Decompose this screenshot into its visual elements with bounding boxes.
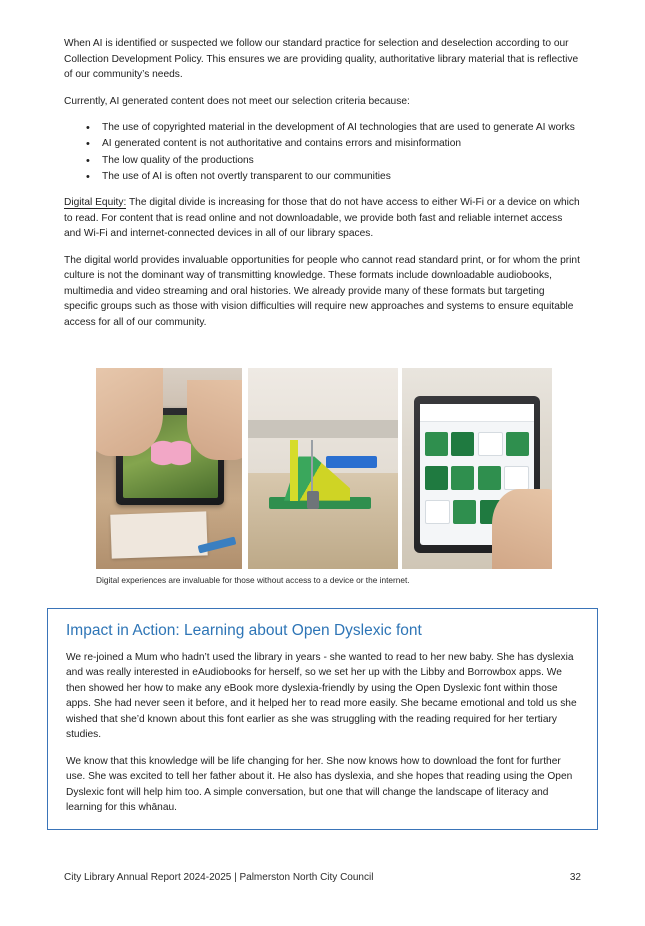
photo-decor-paper [110,511,208,559]
impact-in-action-box [47,608,598,830]
photo-decor-tile [425,466,448,490]
paragraph-digital-equity [64,195,581,242]
photo-decor-tile [504,466,529,490]
photo-decor-tile [425,432,448,456]
impact-box-title: Impact in Action: Learning about Open Dyslexic font [66,622,422,639]
photo-lego-and-tablet [248,368,552,569]
photo-decor-lego-post [290,440,298,500]
paragraph-criteria-intro: Currently, AI generated content does not meet our selection criteria because: [64,95,410,107]
photo-lego-and-tablet-image [248,368,552,569]
list-item: • The use of copyrighted material in the development of AI technologies that are used to generate AI works [102,120,581,135]
photo-tablet-craft [96,368,242,569]
photo-decor-hand-left [96,368,163,456]
photo-decor-hand-right [187,380,242,460]
photo-decor-child-hand [492,489,552,569]
photo-decor-tile-row [425,466,529,490]
impact-box-inner [48,609,597,816]
photo-decor-tile [453,500,476,524]
impact-paragraph-2: We know that this knowledge will be life changing for her. She now knows how to download the font for further use. She was excited to tell her father about it. He also has dyslexia, and she hopes that reading using the Open Dyslexic font will help him too. A simple conversation, but one that will change the landscape of literacy and learning for this whānau. [66,755,573,814]
paragraph-digital-world: The digital world provides invaluable opportunities for people who cannot read standard print, or for whom the print culture is not the dominant way of transmitting knowledge. These formats include downloadable audiobooks, multimedia and video streaming and oral histories. We already provide many of these formats but targeting specific groups such as those with vision difficulties will require new approaches and systems to ensure equitable access for all of our community. [64,254,580,328]
photo-decor-butterfly [151,435,191,475]
image-caption: Digital experiences are invaluable for those without access to a device or the internet. [96,575,410,585]
photo-decor-tile [478,466,501,490]
list-item: • The low quality of the productions [102,153,581,168]
page-number: 32 [569,872,581,883]
list-item: • The use of AI is often not overtly transparent to our communities [102,169,581,184]
page-content [64,36,581,341]
photo-decor-chain [311,440,313,492]
digital-equity-label: Digital Equity: [64,197,127,209]
photo-decor-blue-bar [326,456,377,468]
photo-decor-app-toolbar [420,404,533,422]
list-item: • AI generated content is not authoritative and contains errors and misinformation [102,136,581,151]
photo-decor-tile [478,432,503,456]
photo-child-tablet [402,368,552,569]
impact-paragraph-1: We re-joined a Mum who hadn’t used the library in years - she wanted to read to her new baby. She has dyslexia and was really interested in eAudiobooks for herself, so we set her up with the Libby and Borrowbox apps. We then showed her how to make any eBook more dyslexia-friendly by using the Open Dyslexic font within those apps. She had never seen it before, and it helped her to read more easily. She became emotional and told us she wished that she’d known about this font earlier as she was struggling with the reading required for her tertiary studies. [66,651,577,741]
photo-decor-tile [506,432,529,456]
photo-gallery [96,368,552,569]
photo-tablet-craft-image [96,368,242,569]
photo-decor-tile [451,432,474,456]
photo-decor-weight [307,491,319,509]
criteria-bullet-list [64,120,581,184]
photo-decor-tile-row [425,432,529,456]
digital-equity-text: The digital divide is increasing for those that do not have access to either Wi-Fi or a device on which to read. For content that is read online and not downloadable, we provide both fast and reliable internet access and Wi-Fi and internet-connected devices in all of our library spaces. [64,197,580,240]
photo-decor-tile [425,500,450,524]
photo-decor-wall-strip [248,420,398,438]
footer-text: City Library Annual Report 2024-2025 | Palmerston North City Council [64,872,374,883]
photo-lego-machine [248,368,398,569]
photo-decor-tile [451,466,474,490]
page-footer [64,872,581,883]
paragraph-ai-selection: When AI is identified or suspected we follow our standard practice for selection and deselection according to our Collection Development Policy. This ensures we are providing quality, authoritative library material that is reflective of our community’s needs. [64,38,579,80]
